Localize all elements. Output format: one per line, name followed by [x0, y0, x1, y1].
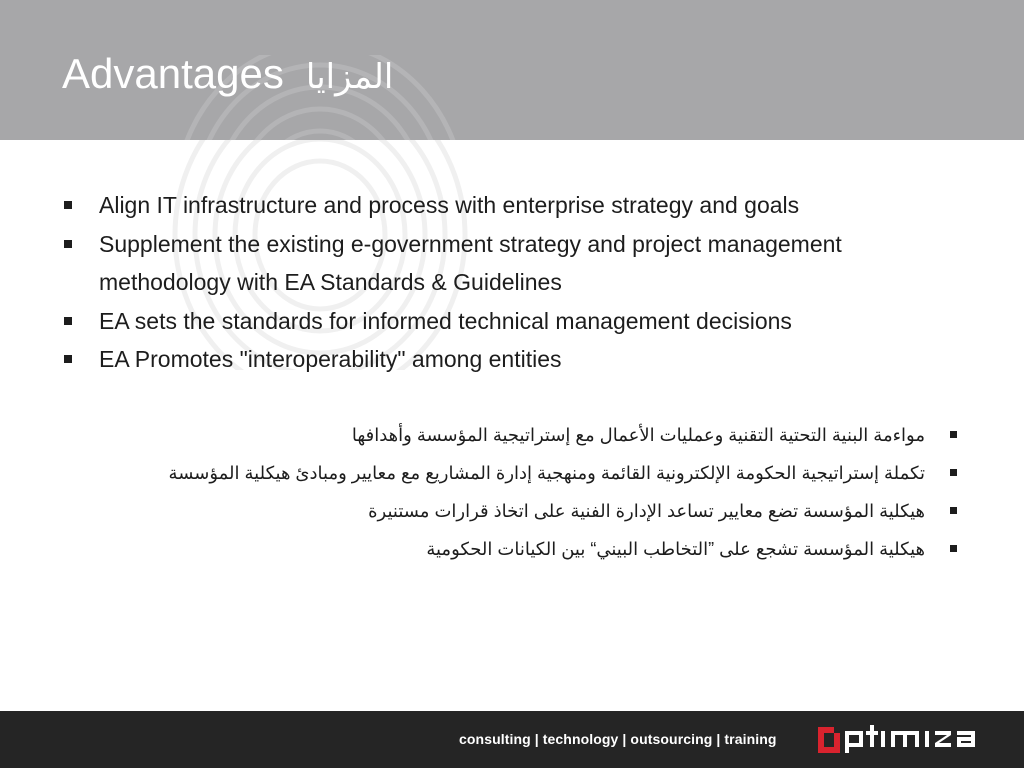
bullet-text: مواءمة البنية التحتية التقنية وعمليات الأعمال مع إستراتيجية المؤسسة وأهدافها [351, 425, 925, 445]
square-bullet-icon [950, 507, 957, 514]
bullet-text: EA sets the standards for informed technical management decisions [99, 307, 792, 334]
list-item [80, 454, 960, 492]
bullet-text: تكملة إستراتيجية الحكومة الإلكترونية القائمة ومنهجية إدارة المشاريع مع معايير ومبادئ هيكلية المؤسسة [168, 463, 925, 483]
optimiza-logo [818, 725, 994, 755]
slide-title [62, 50, 393, 98]
square-bullet-icon [64, 317, 72, 325]
bullet-text: هيكلية المؤسسة تشجع على ”التخاطب البيني“ بين الكيانات الحكومية [426, 539, 925, 559]
bullet-text: هيكلية المؤسسة تضع معايير تساعد الإدارة الفنية على اتخاذ قرارات مستنيرة [368, 501, 925, 521]
square-bullet-icon [64, 355, 72, 363]
footer-tagline: consulting | technology | outsourcing | training [459, 731, 777, 747]
square-bullet-icon [950, 545, 957, 552]
bullet-text: Supplement the existing e-government strategy and project management methodology with EA Standards & Guidelines [99, 230, 842, 295]
list-item [80, 492, 960, 530]
bullet-text: EA Promotes "interoperability" among entities [99, 346, 562, 372]
square-bullet-icon [950, 469, 957, 476]
bullet-text: Align IT infrastructure and process with enterprise strategy and goals [99, 192, 800, 218]
slide-title-ar: المزايا [305, 58, 394, 96]
arabic-bullet-list [80, 416, 960, 568]
english-bullet-list [62, 186, 942, 379]
square-bullet-icon [64, 201, 72, 209]
list-item [62, 186, 942, 225]
square-bullet-icon [950, 431, 957, 438]
list-item [62, 340, 942, 379]
title-bar [0, 0, 1024, 140]
footer-bar [0, 711, 1024, 768]
list-item [62, 302, 942, 341]
slide-title-en: Advantages [62, 50, 284, 97]
list-item [62, 225, 942, 302]
list-item [80, 416, 960, 454]
square-bullet-icon [64, 240, 72, 248]
list-item [80, 530, 960, 568]
